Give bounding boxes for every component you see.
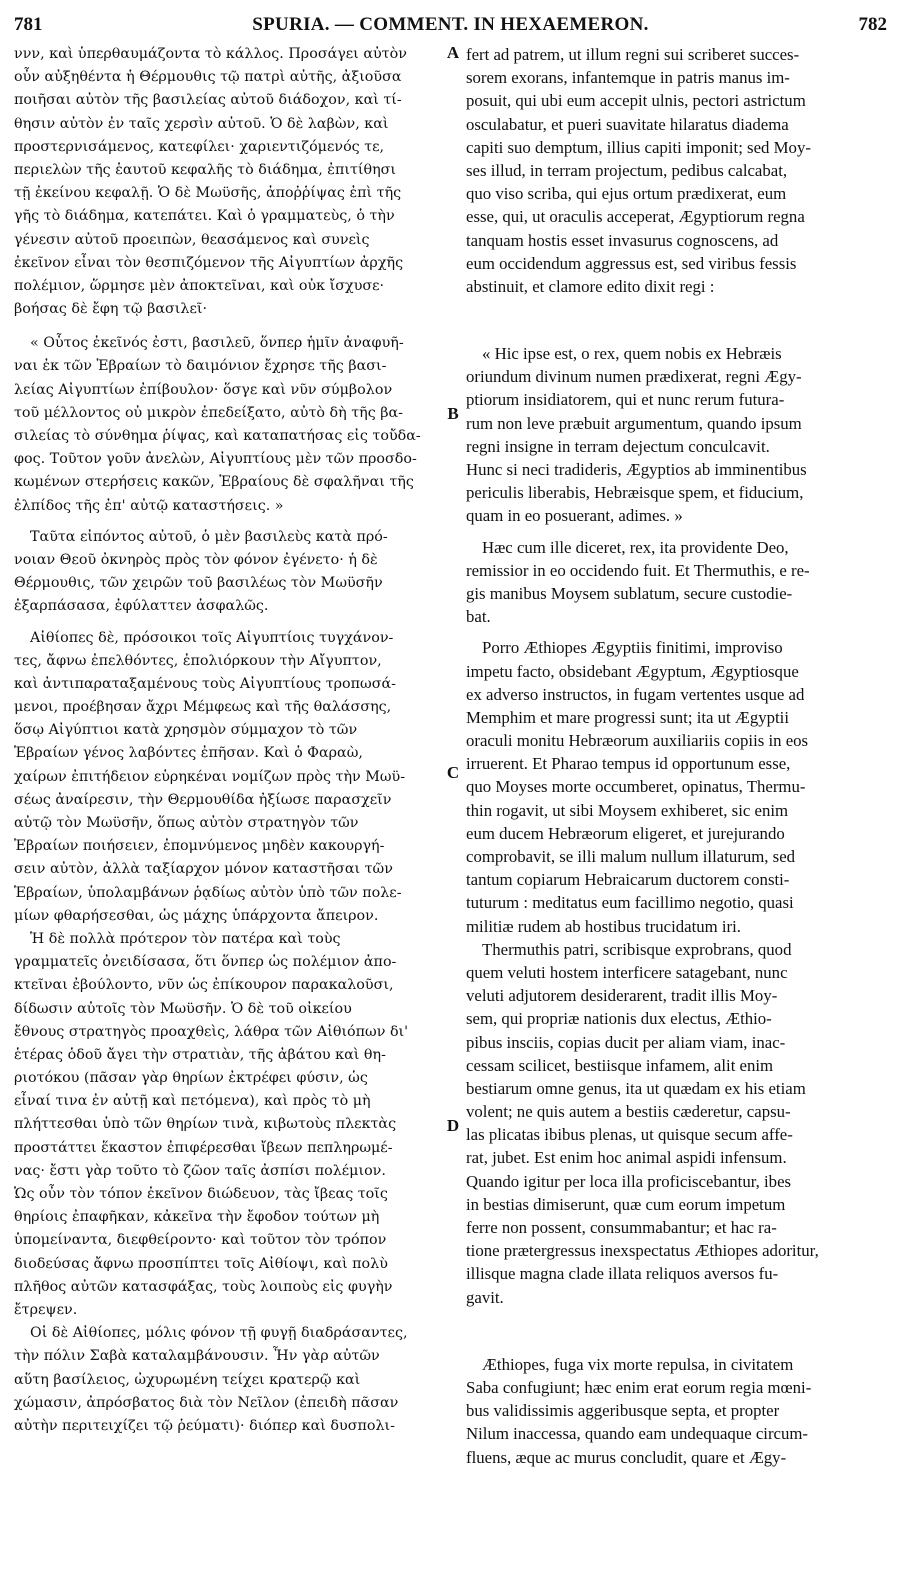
latin-line: comprobavit, se illi malum nullum illaturum, sed: [466, 847, 796, 866]
latin-line: quem veluti hostem interficere satagebant, nunc: [466, 962, 788, 982]
latin-line: ses illud, in terram projectum, pedibus calcabat,: [466, 160, 788, 180]
latin-line: bus validissimis aggeribusque septa, et propter: [466, 1401, 780, 1421]
latin-line: Memphim et mare progressi sunt; ita ut Ægyptii: [466, 707, 789, 727]
greek-line: νας· ἔστι γὰρ τοῦτο τὸ ζῶον ταῖς ἀσπίσι πολέμιον.: [14, 1162, 386, 1179]
greek-line: φος. Τοῦτον γοῦν ἀνελὼν, Αἰγυπτίους μὲν τῶν προσδο-: [14, 451, 417, 468]
latin-line: illisque magna clade illata reliquos aversos fu-: [466, 1264, 779, 1284]
greek-line: ναι ἐκ τῶν Ἑβραίων τὸ δαιμόνιον ἔχρησε τῆς βασι-: [14, 358, 387, 375]
greek-line: πλῆθος αὐτῶν κατασφάξας, τοὺς λοιποὺς εἰς φυγὴν: [14, 1278, 393, 1295]
greek-line: ὅσῳ Αἰγύπτιοι κατὰ χρησμὸν σύμμαχον τὸ τῶν: [14, 722, 358, 739]
greek-line: αὐτὴν περιτειχίζει τῷ ῥεύματι)· διόπερ καὶ δυσπολι-: [14, 1417, 395, 1434]
latin-line: ptiorum insidiatorem, qui et nunc rerum futura-: [466, 390, 785, 410]
greek-line: ποιῆσαι αὐτὸν τῆς βασιλείας αὐτοῦ διάδοχον, καὶ τί-: [14, 92, 402, 109]
latin-line: oraculi monitu Hebræorum auxiliariis copiis in eos: [466, 731, 809, 751]
greek-line: τες, ἄφνω ἐπελθόντες, ἐπολιόρκουν τὴν Αἴγυπτον,: [14, 652, 382, 669]
latin-line: esse, qui, ut oraculis acceperat, Ægyptiorum regna: [466, 207, 805, 227]
latin-line: sorem exorans, infantemque in patris manus im-: [466, 68, 790, 88]
greek-line: τοῦ μέλλοντος οὐ μικρὸν ἐπεδείξατο, αὐτὸ δὴ τῆς βα-: [14, 404, 403, 421]
latin-line: Quando igitur per loca illa proficiscebantur, ibes: [466, 1171, 792, 1191]
latin-column: [466, 43, 886, 1469]
greek-line: γραμματεῖς ὀνειδίσασα, ὅτι ὅνπερ ὡς πολέμιον ἀπο-: [14, 954, 397, 971]
latin-line: Hæc cum ille diceret, rex, ita providente Deo,: [482, 537, 789, 557]
greek-line: νοιαν Θεοῦ ὀκνηρὸς πρὸς τὸν φόνον ἐγένετο· ἡ δὲ: [14, 551, 378, 568]
greek-line: τὴν πόλιν Σαβὰ καταλαμβάνουσιν. Ἦν γὰρ αὐτῶν: [14, 1348, 380, 1365]
greek-line: δίδωσιν αὐτοῖς τὸν Μωϋσῆν. Ὁ δὲ τοῦ οἰκείου: [14, 1000, 352, 1017]
greek-line: προστάττει ἕκαστον ἐπιφέρεσθαι ἴβεων πεπληρωμέ-: [14, 1139, 393, 1156]
greek-line: αὕτη βασίλειος, ὠχυρωμένη τείχει κρατερῷ καὶ: [14, 1371, 361, 1388]
greek-line: ἐκεῖνον εἶναι τὸν θεσπιζόμενον τῆς Αἰγυπτίων ἀρχῆς: [14, 254, 404, 271]
greek-line: σέως ἀναίρεσιν, τὴν Θερμουθίδα ἠξίωσε παρασχεῖν: [14, 791, 392, 808]
greek-line: πολέμιον, ὥρμησε μὲν ἀποκτεῖναι, καὶ οὐκ ἴσχυσε·: [14, 277, 385, 294]
greek-line: ννν, καὶ ὑπερθαυμάζοντα τὸ κάλλος. Προσάγει αὐτὸν: [14, 46, 407, 62]
greek-line: κωμένων στερήσεις κακῶν, Ἑβραίους δὲ σφαλῆναι τῆς: [14, 474, 414, 491]
latin-line: ex adverso instructos, in fugam vertentes usque ad: [466, 684, 805, 704]
latin-line: tione prætergressus inexspectatus Æthiopes adoritur,: [466, 1241, 819, 1261]
greek-line: Αἰθίοπες δὲ, πρόσοικοι τοῖς Αἰγυπτίοις τυγχάνον-: [30, 629, 394, 646]
latin-line: Saba confugiunt; hæc enim erat eorum regia mœni-: [466, 1377, 812, 1397]
latin-line: remissior in eo occidendo fuit. Et Thermuthis, e re-: [466, 560, 810, 580]
latin-line: rum non leve præbuit argumentum, quando ipsum: [466, 413, 802, 433]
running-header: [14, 14, 887, 40]
latin-line: impetu facto, obsidebant Ægyptum, Ægyptiosque: [466, 661, 799, 681]
latin-line: periculis liberabis, Hebræisque spem, et fiducium,: [466, 483, 804, 503]
latin-line: bat.: [466, 607, 491, 627]
greek-line: Ταῦτα εἰπόντος αὐτοῦ, ὁ μὲν βασιλεὺς κατὰ πρό-: [30, 528, 388, 545]
latin-line: tantum copiarum Hebraicarum ductorem consti-: [466, 870, 790, 890]
greek-line: σιλείας τὸ σύνθημα ῥίψας, καὶ καταπατήσας εἰς τοὔδα-: [14, 428, 421, 444]
greek-line: κτεῖναι ἐβούλοντο, νῦν ὡς ἐπίκουρον παρακαλοῦσι,: [14, 977, 394, 994]
greek-line: εἶναί τινα ἐν αὐτῇ καὶ πετόμενα), καὶ πρὸς τὸ μὴ: [14, 1093, 371, 1110]
greek-line: ἑτέρας ὁδοῦ ἄγει τὴν στρατιὰν, τῆς ἀβάτου καὶ θη-: [14, 1046, 386, 1063]
latin-line: in bestias dimiserunt, quæ cum eorum impetum: [466, 1194, 786, 1214]
latin-line: ferre non possent, consummabantur; et hac ra-: [466, 1218, 777, 1237]
latin-line: Æthiopes, fuga vix morte repulsa, in civitatem: [482, 1354, 794, 1374]
latin-line: veluti adjutorem desiderarent, tradit illis Moy-: [466, 986, 778, 1006]
greek-line: Θέρμουθις, τῶν χειρῶν τοῦ βασιλέως τὸν Μωϋσῆν: [14, 575, 383, 592]
greek-line: Ἑβραίων ποιήσειεν, ἐπομνύμενος μηδὲν κακουργή-: [14, 838, 385, 855]
greek-line: χαίρων ἐπιτήδειον εὑρηκέναι νομίζων πρὸς τὴν Μωϋ-: [14, 768, 406, 785]
latin-line: quo viso scriba, qui ejus ortum prædixerat, eum: [466, 184, 787, 204]
greek-line: διοδεύσας ἄφνω προσπίπτει τοῖς Αἰθίοψι, καὶ πολὺ: [14, 1255, 388, 1272]
latin-line: regni insigne in terram dejectum conculcavit.: [466, 436, 770, 456]
greek-line: βοήσας δὲ ἔφη τῷ βασιλεῖ·: [14, 301, 208, 318]
greek-line: ἐξαρπάσασα, ἐφύλαττεν ἀσφαλῶς.: [14, 598, 269, 615]
greek-line: θησιν αὐτὸν ἐν ταῖς χερσὶν αὐτοῦ. Ὁ δὲ λαβὼν, καὶ: [14, 115, 389, 132]
margin-marker-b: B: [447, 404, 459, 423]
latin-line: rat, jubet. Est enim hoc animal aspidi infensum.: [466, 1148, 787, 1168]
greek-line: αὐτῷ τὸν Μωϋσῆν, ὅπως αὐτὸν στρατηγὸν τῶν: [14, 815, 359, 831]
margin-marker-d: D: [446, 1116, 460, 1135]
latin-line: oriundum divinum numen prædixerat, regni Ægy-: [466, 367, 802, 387]
greek-line: οὖν αὐξηθέντα ἡ Θέρμουθις τῷ πατρὶ αὐτῆς, ἀξιοῦσα: [14, 69, 402, 86]
margin-marker-a: A: [446, 43, 460, 62]
greek-column: [14, 43, 442, 1438]
greek-line: Ὡς οὖν τὸν τόπον ἐκεῖνον διώδευον, τὰς ἴβεας τοῖς: [14, 1186, 388, 1202]
latin-line: quo Moyses morte occumberet, opinatus, Thermu-: [466, 777, 806, 797]
greek-line: Ἡ δὲ πολλὰ πρότερον τὸν πατέρα καὶ τοὺς: [30, 930, 341, 947]
latin-line: gavit.: [466, 1287, 504, 1307]
latin-line: fluens, æque ac murus concludit, quare et Ægy-: [466, 1447, 787, 1467]
latin-line: capiti suo demptum, illius capiti imponit; sed Moy-: [466, 137, 811, 157]
greek-line: γῆς τὸ διάδημα, κατεπάτει. Καὶ ὁ γραμματεὺς, ὁ τὴν: [14, 208, 395, 225]
latin-line: militiæ rudem ab hostibus trucidatum iri.: [466, 916, 741, 936]
latin-line: posuit, qui ubi eum accepit ulnis, pectori astrictum: [466, 91, 806, 111]
greek-line: ἔτρεψεν.: [14, 1301, 78, 1318]
latin-line: irruerent. Et Pharao tempus id opportunum esse,: [466, 754, 791, 774]
greek-line: θηρίοις ἐπαφῆκαν, κἀκεῖνα τὴν ἔφοδον τούτων μὴ: [14, 1209, 380, 1226]
latin-line: Hunc si neci tradideris, Ægyptios ab imminentibus: [466, 460, 807, 479]
latin-line: eum ducem Hebræorum eligeret, et jurejurando: [466, 823, 785, 843]
greek-line: γένεσιν αὐτοῦ προειπὼν, θεασάμενος καὶ συνεὶς: [14, 231, 370, 248]
greek-line: Ἑβραίων, ὑπολαμβάνων ῥᾳδίως αὐτὸν ὑπὸ τῶν πολε-: [14, 884, 402, 901]
greek-line: μίων φθαρήσεσθαι, ὡς μάχης ὑπάρχοντα ἄπειρον.: [14, 907, 379, 924]
latin-line: cessam scilicet, bestiisque infamem, alit enim: [466, 1055, 774, 1075]
page-number-right: 782: [858, 14, 887, 35]
greek-line: Ἑβραίων γένος λαβόντες ἐπῆσαν. Καὶ ὁ Φαραὼ,: [14, 745, 363, 762]
greek-line: καὶ ἀντιπαραταξαμένους τοὺς Αἰγυπτίους τροπωσά-: [14, 675, 396, 692]
latin-line: gis manibus Moysem sublatum, secure custodie-: [466, 583, 793, 603]
greek-line: ριοτόκου (πᾶσαν γὰρ θηρίων ἐκτρέφει φύσιν, ὡς: [14, 1070, 368, 1087]
latin-line: pibus insciis, copias ducit per aliam viam, inac-: [466, 1032, 786, 1052]
greek-line: σειν αὐτὸν, ἀλλὰ ταξίαρχον μόνον καταστῆσαι τῶν: [14, 861, 393, 878]
latin-line: « Hic ipse est, o rex, quem nobis ex Hebræis: [482, 344, 782, 364]
greek-line: « Οὗτος ἐκεῖνός ἐστι, βασιλεῦ, ὅνπερ ἡμῖν ἀναφυῆ-: [30, 335, 404, 352]
greek-line: ἐλπίδος τῆς ἐπ' αὐτῷ καταστήσεις. »: [14, 497, 284, 514]
greek-line: χώμασιν, ἀπρόσβατος διὰ τὸν Νεῖλον (ἐπειδὴ πᾶσαν: [14, 1394, 399, 1411]
page-number-left: 781: [14, 14, 43, 35]
latin-line: Thermuthis patri, scribisque exprobrans, quod: [482, 939, 792, 959]
latin-line: tanquam hostis esset invasurus cognoscens, ad: [466, 230, 779, 250]
latin-line: abstinuit, et clamore edito dixit regi :: [466, 276, 715, 296]
greek-line: Οἱ δὲ Αἰθίοπες, μόλις φόνον τῇ φυγῇ διαδράσαντες,: [30, 1325, 408, 1342]
greek-line: μενοι, προέβησαν ἄχρι Μέμφεως καὶ τῆς θαλάσσης,: [14, 699, 392, 716]
greek-line: ὑπομείναντα, διεφθείροντο· καὶ τοῦτον τὸν τρόπον: [14, 1232, 387, 1249]
latin-line: las plicatas ibibus plenas, ut quisque secum affe-: [466, 1125, 793, 1145]
greek-line: περιελὼν τῆς ἑαυτοῦ κεφαλῆς τὸ διάδημα, ἐπιτίθησι: [14, 161, 397, 178]
greek-line: προστερνισάμενος, κατεφίλει· χαριεντιζόμενός τε,: [14, 138, 385, 155]
latin-line: fert ad patrem, ut illum regni sui scriberet succes-: [466, 45, 800, 64]
latin-line: eum occidendum aggressus est, sed viribus fessis: [466, 253, 797, 273]
latin-line: quam in eo posuerant, adimes. »: [466, 506, 683, 526]
margin-marker-c: C: [446, 763, 460, 782]
latin-line: tuturum : meditatus eum facillimo negotio, quasi: [466, 893, 794, 913]
latin-line: volent; ne quis autem a bestiis cæderetur, capsu-: [466, 1102, 791, 1122]
latin-line: bestiarum omne genus, ita ut quædam ex his etiam: [466, 1078, 806, 1098]
latin-line: sem, qui propriæ nationis dux electus, Æthio-: [466, 1009, 772, 1029]
greek-line: λείας Αἰγυπτίων ἐπίβουλον· ὅσγε καὶ νῦν σύμβολον: [14, 381, 393, 398]
latin-line: Nilum inaccessa, quando eam undequaque circum-: [466, 1424, 809, 1444]
greek-line: ἔθνους στρατηγὸς προαχθεὶς, λάθρα τῶν Αἰθιόπων δι': [14, 1023, 409, 1040]
latin-line: Porro Æthiopes Ægyptiis finitimi, improviso: [482, 638, 783, 658]
latin-line: thin rogavit, ut sibi Moysem exhiberet, sic enim: [466, 800, 789, 820]
running-title: SPURIA. — COMMENT. IN HEXAEMERON.: [252, 14, 649, 35]
latin-line: osculabatur, et pueri suavitate hilaratus diadema: [466, 114, 789, 134]
greek-line: πλήττεσθαι ὑπὸ τῶν θηρίων τινὰ, κιβωτοὺς πλεκτὰς: [14, 1116, 397, 1133]
greek-line: τῇ ἐκείνου κεφαλῇ. Ὁ δὲ Μωϋσῆς, ἀποῤῥίψας ἐπὶ τῆς: [14, 185, 402, 202]
